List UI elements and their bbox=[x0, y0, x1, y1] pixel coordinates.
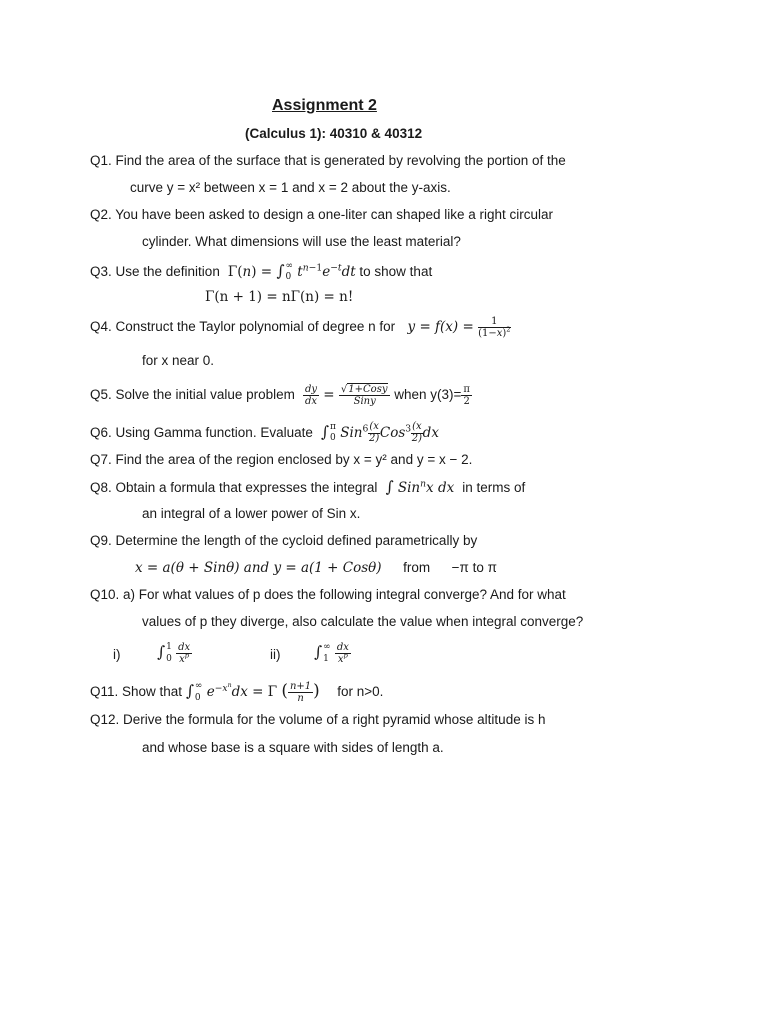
q4-line2: for x near 0. bbox=[142, 353, 215, 368]
q10-line1: Q10. a) For what values of p does the following integral converge? And for what bbox=[90, 587, 566, 602]
q10-line2: values of p they diverge, also calculate the value when integral converge? bbox=[142, 614, 584, 629]
q2-line1: Q2. You have been asked to design a one-liter can shaped like a right circular bbox=[90, 207, 554, 222]
q6-line1 bbox=[90, 422, 439, 445]
q12-line2: and whose base is a square with sides of length a. bbox=[142, 740, 444, 755]
q10-integral-i: ∫ 1 0 $\frac{dx}{x^p}$ bbox=[157, 642, 191, 665]
q5-prefix: Q5. Solve the initial value problem bbox=[90, 387, 295, 403]
q11-prefix: Q11. Show that bbox=[90, 684, 183, 699]
q1-line2: curve y = x² between x = 1 and x = 2 about the y-axis. bbox=[130, 180, 451, 195]
q11-suffix: for n>0. bbox=[337, 684, 384, 699]
q2-line2: cylinder. What dimensions will use the least material? bbox=[142, 234, 461, 249]
q10-integral-ii: ∫ ∞ 1 $\frac{dx}{x^p}$ bbox=[314, 642, 349, 665]
q3-prefix: Q3. Use the definition bbox=[90, 263, 220, 279]
q3-gamma-definition: Γ(n) = ∫ ∞ 0 $t^{n-1}e^{-t}dt$ bbox=[223, 261, 356, 283]
q12-line1: Q12. Derive the formula for the volume of a right pyramid whose altitude is h bbox=[90, 712, 546, 727]
q10-part-i-label: i) bbox=[113, 647, 121, 662]
q8-prefix: Q8. Obtain a formula that expresses the integral bbox=[90, 480, 378, 495]
q4-function: y = f(x) = $\frac{1}{(1-x)^2}$ bbox=[398, 316, 511, 339]
q9-from: from bbox=[403, 560, 431, 575]
page-title: Assignment 2 bbox=[272, 97, 377, 114]
q8-line1 bbox=[90, 480, 525, 496]
q9-line1: Q9. Determine the length of the cycloid defined parametrically by bbox=[90, 533, 478, 548]
q5-ode: $\frac{dy}{dx}$ = $\frac{\text{√1+Cosy}}{\text{Siny}}$ bbox=[299, 387, 391, 403]
q9-cycloid-equations: x = a(θ + Sinθ) and y = a(1 + Cosθ) bbox=[135, 560, 382, 576]
q11-identity: ∫ ∞ 0 $e^{-x^n}dx = \Gamma$ ( $\frac{n+1}{n}$ ) bbox=[185, 680, 320, 704]
q8-suffix: in terms of bbox=[462, 480, 526, 495]
q6-prefix: Q6. Using Gamma function. Evaluate bbox=[90, 424, 313, 440]
q5-condition: when y(3)= bbox=[394, 387, 462, 403]
q3-suffix: to show that bbox=[359, 263, 433, 279]
q4-line1 bbox=[90, 316, 511, 339]
q8-line2: an integral of a lower power of Sin x. bbox=[142, 506, 361, 521]
q10-part-ii-label: ii) bbox=[270, 647, 281, 662]
q8-integral: ∫ Sin$^n$x dx bbox=[385, 478, 459, 496]
q7-text: Q7. Find the area of the region enclosed by x = y² and y = x − 2. bbox=[90, 452, 473, 467]
q3-identity: Γ(n + 1) = nΓ(n) = n! bbox=[205, 289, 354, 305]
q5-pi-over-2: $\frac{\pi}{2}$ bbox=[463, 384, 470, 407]
q4-prefix: Q4. Construct the Taylor polynomial of degree n for bbox=[90, 319, 396, 334]
page-subtitle: (Calculus 1): 40310 & 40312 bbox=[245, 126, 423, 141]
q3-line1 bbox=[90, 261, 432, 284]
q5-line1 bbox=[90, 384, 472, 407]
q9-line2 bbox=[135, 561, 497, 576]
q1-line1: Q1. Find the area of the surface that is generated by revolving the portion of the bbox=[90, 153, 566, 168]
q6-integral: ∫ π 0 Sin$^6$ $\frac{(x}{2)}$ Cos$^3$ $\frac{(x}{2)}$ dx bbox=[320, 421, 439, 444]
q11-line1 bbox=[90, 681, 383, 704]
q9-range: −π to π bbox=[451, 560, 497, 575]
